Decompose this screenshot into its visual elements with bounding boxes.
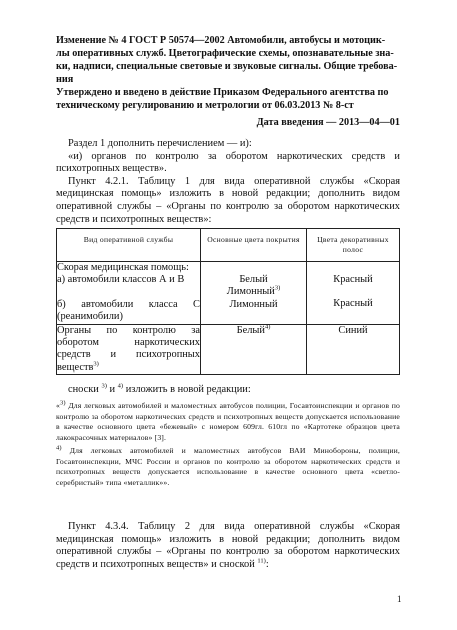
color-white-2: Белый: [236, 324, 265, 336]
table-row-ambulance: [57, 262, 400, 325]
table-cell: [307, 324, 400, 375]
section-text: [56, 138, 400, 226]
ambulance-title: Скорая медицинская помощь:: [57, 262, 189, 273]
footnote-number: 3): [60, 399, 66, 407]
footnote-ref: 3): [274, 284, 281, 292]
intro-text: изложить в новой редакции:: [125, 384, 251, 395]
table-cell: [201, 262, 307, 325]
paragraph-4-3-4: [56, 521, 400, 571]
footnote-ref: 3): [101, 382, 107, 390]
footnote-4: [56, 446, 400, 489]
paragraph-4-3-4-text: Пункт 4.3.4. Таблицу 2 для вида оперативной службы «Скорая медицинская помощь» изложить в новой редакции; дополнить видом оперативной службы – «Органы по контролю за оборотом наркотических средств и психотропных веществ» и сноской: [56, 521, 400, 570]
footnote-ref: 4): [117, 382, 124, 390]
footnote-3-text: Для легковых автомобилей и маломестных автобусов полиции, Госавтоинспекции и органов по контролю за оборотом наркотических средств и психотропных веществ допускается использование в качестве основного цвета «бежевый» с номером 609гл. 610гл по «Картотеке образцов цвета лакокрасочных материалов» [3].: [56, 401, 400, 443]
table-cell: [57, 324, 201, 375]
header-line: Изменение № 4 ГОСТ Р 50574—2002 Автомобили, автобусы и мотоцик-: [56, 35, 386, 46]
footnote-3: [56, 401, 400, 444]
approval-statement: Утверждено и введено в действие Приказом Федерального агентства по техническому регулированию и метрологии от 06.03.2013 № 8-ст: [56, 87, 389, 111]
row-a-label: а) автомобили классов А и В: [57, 274, 185, 286]
intro-text: и: [109, 384, 116, 395]
footnote-4-text: Для легковых автомобилей и маломестных автобусов ВАИ Минобороны, полиции, Госавтоинспекции, МЧС России и органов по контролю за оборотом наркотических средств и психотропных веществ допускается использование в качестве основного цвета «светло-серебристый» типа «металлик»».: [56, 445, 400, 487]
document-header: [56, 34, 400, 86]
footnote-ref: 11): [257, 557, 266, 565]
column-header-service-type: Вид оперативной службы: [57, 229, 201, 262]
column-header-main-colors: Основные цвета покрытия: [201, 229, 307, 262]
color-white: Белый: [239, 274, 268, 285]
color-lemon-b: Лимонный: [229, 298, 278, 310]
footnotes-block: [56, 401, 400, 489]
table-1-amendment: [56, 228, 400, 375]
stripe-red-a: Красный: [333, 274, 373, 285]
drug-control-label: Органы по контролю за оборотом наркотических средств и психотропных веществ: [57, 324, 200, 373]
header-line: ния: [56, 74, 74, 85]
paragraph-section-1: Раздел 1 дополнить перечислением — и):: [68, 138, 252, 149]
page-number: 1: [397, 594, 402, 604]
punctuation: :: [265, 558, 269, 570]
column-header-stripe-colors: Цвета декоративных полос: [307, 229, 400, 262]
table-cell: [307, 262, 400, 325]
table-header-row: [57, 229, 400, 262]
table-cell: [201, 324, 307, 375]
table-cell: [57, 262, 201, 325]
effective-date: Дата введения — 2013—04—01: [256, 117, 400, 128]
paragraph-4-2-1: Пункт 4.2.1. Таблицу 1 для вида оперативной службы «Скорая медицинская помощь» изложить в новой редакции; дополнить видом оперативной службы – «Органы по контролю за оборотом наркотических средств и психотропных веществ»:: [56, 175, 400, 225]
table-row-drug-control: [57, 324, 400, 375]
header-line: ки, надписи, специальные световые и звуковые сигналы. Общие требова-: [56, 61, 398, 72]
footnote-number: 4): [56, 444, 62, 452]
paragraph-item-i: «и) органов по контролю за оборотом наркотических средств и психотропных веществ».: [56, 150, 400, 175]
quote-mark: «: [56, 401, 60, 410]
footnotes-intro: [56, 384, 400, 397]
footnote-ref: 4): [264, 323, 271, 331]
color-lemon: Лимонный: [226, 286, 275, 298]
stripe-red-b: Красный: [333, 298, 373, 310]
intro-text: сноски: [68, 384, 99, 395]
footnote-ref: 3): [93, 360, 99, 368]
header-line: лы оперативных служб. Цветографические схемы, опознавательные зна-: [56, 48, 394, 59]
stripe-blue: Синий: [338, 324, 368, 336]
row-b-label: б) автомобили класса С (реанимобили): [57, 298, 200, 323]
